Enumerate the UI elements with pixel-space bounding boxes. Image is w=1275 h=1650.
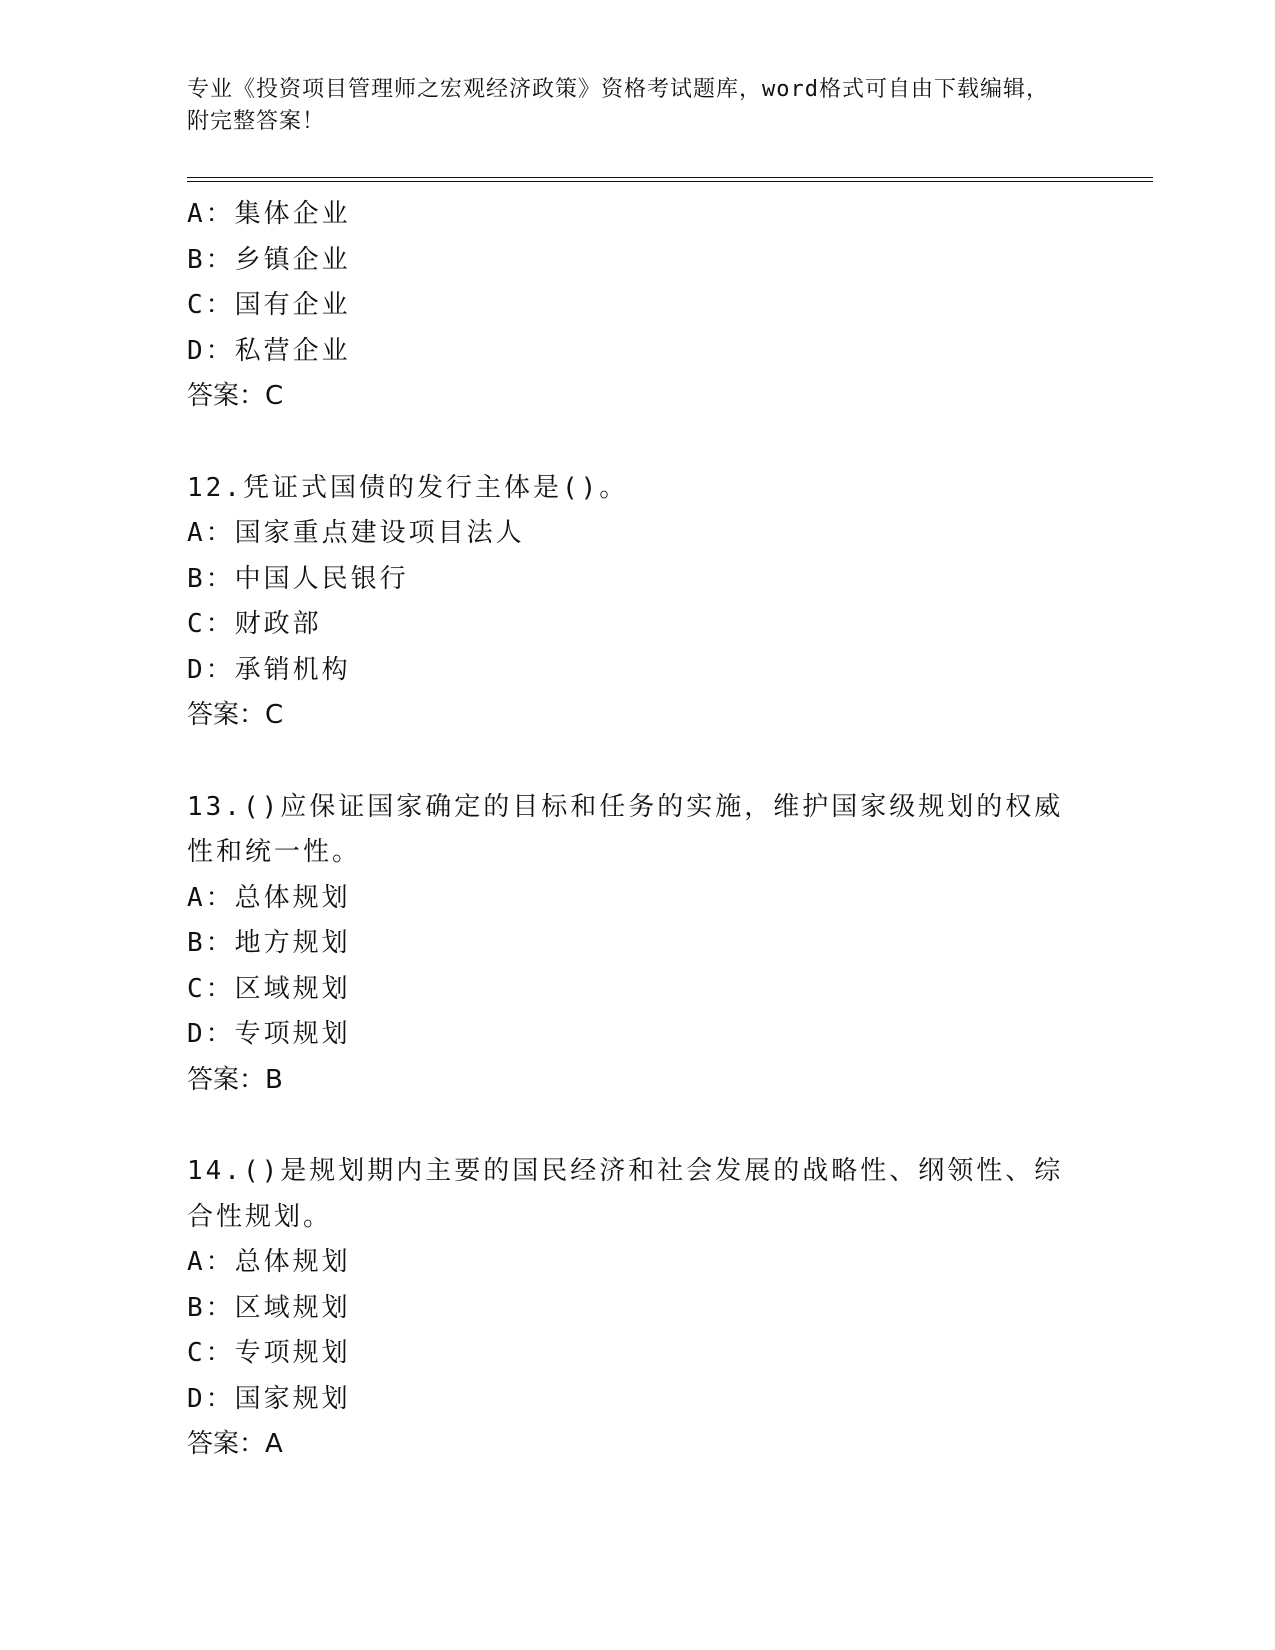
option-c: C：财政部 xyxy=(187,609,322,639)
question-block xyxy=(187,192,1087,420)
option-b: B：区域规划 xyxy=(187,1292,351,1323)
document-header: 专业《投资项目管理师之宏观经济政策》资格考试题库，word格式可自由下载编辑，附完整答案！ xyxy=(187,77,1049,134)
question-stem: 13.()应保证国家确定的目标和任务的实施，维护国家级规划的权威性和统一性。 xyxy=(187,791,1064,867)
header-divider xyxy=(187,177,1153,182)
question-block xyxy=(187,785,1087,1104)
question-stem: 14.()是规划期内主要的国民经济和社会发展的战略性、纲领性、综合性规划。 xyxy=(187,1156,1064,1232)
option-b: B：地方规划 xyxy=(187,928,351,958)
option-d: D：私营企业 xyxy=(187,335,351,366)
option-a: A：总体规划 xyxy=(187,1247,351,1277)
option-c: C：专项规划 xyxy=(187,1338,351,1368)
answer: 答案：C xyxy=(187,381,284,411)
option-a: A：集体企业 xyxy=(187,199,351,229)
option-a: A：总体规划 xyxy=(187,882,351,913)
option-d: D：专项规划 xyxy=(187,1019,351,1049)
option-d: D：承销机构 xyxy=(187,654,351,685)
question-stem: 12.凭证式国债的发行主体是()。 xyxy=(187,472,629,503)
question-block xyxy=(187,1149,1087,1468)
option-a: A：国家重点建设项目法人 xyxy=(187,518,525,548)
option-c: C：区域规划 xyxy=(187,973,351,1004)
question-block xyxy=(187,466,1087,739)
option-b: B：乡镇企业 xyxy=(187,244,351,275)
option-c: C：国有企业 xyxy=(187,290,351,320)
answer: 答案：B xyxy=(187,1064,283,1095)
question-list xyxy=(187,192,1087,1468)
answer: 答案：C xyxy=(187,700,284,730)
answer: 答案：A xyxy=(187,1429,283,1459)
option-d: D：国家规划 xyxy=(187,1383,351,1414)
option-b: B：中国人民银行 xyxy=(187,563,409,594)
